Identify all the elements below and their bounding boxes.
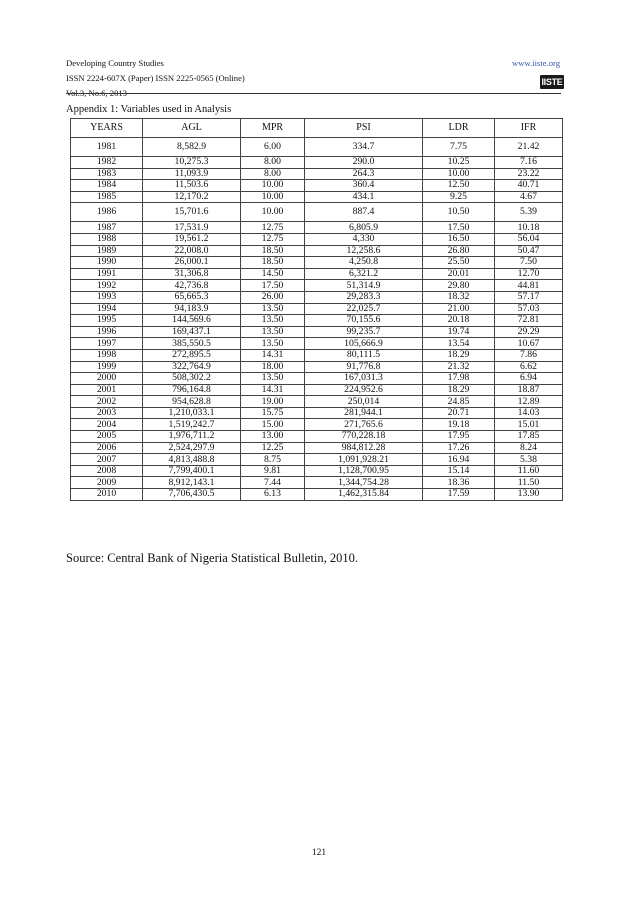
cell-psi: 167,031.3: [305, 373, 423, 385]
cell-years: 1995: [71, 315, 143, 327]
cell-psi: 99,235.7: [305, 326, 423, 338]
cell-psi: 70,155.6: [305, 315, 423, 327]
cell-years: 1985: [71, 191, 143, 203]
cell-psi: 51,314.9: [305, 280, 423, 292]
cell-psi: 271,765.6: [305, 419, 423, 431]
cell-ldr: 19.74: [423, 326, 495, 338]
cell-mpr: 7.44: [241, 477, 305, 489]
cell-agl: 22,008.0: [143, 245, 241, 257]
cell-agl: 11,093.9: [143, 168, 241, 180]
cell-ldr: 26.80: [423, 245, 495, 257]
cell-ifr: 6.94: [495, 373, 563, 385]
cell-years: 2006: [71, 442, 143, 454]
cell-ldr: 10.25: [423, 157, 495, 169]
cell-mpr: 8.75: [241, 454, 305, 466]
cell-ifr: 11.60: [495, 465, 563, 477]
table-header-row: [71, 119, 563, 138]
variables-table: [70, 118, 563, 501]
cell-psi: 434.1: [305, 191, 423, 203]
cell-mpr: 15.75: [241, 407, 305, 419]
cell-ldr: 17.95: [423, 431, 495, 443]
cell-years: 2001: [71, 384, 143, 396]
cell-ifr: 5.38: [495, 454, 563, 466]
cell-mpr: 12.25: [241, 442, 305, 454]
cell-mpr: 8.00: [241, 168, 305, 180]
cell-years: 1996: [71, 326, 143, 338]
cell-ifr: 56.04: [495, 233, 563, 245]
cell-ifr: 18.87: [495, 384, 563, 396]
cell-mpr: 17.50: [241, 280, 305, 292]
cell-mpr: 14.31: [241, 349, 305, 361]
table-row: [71, 268, 563, 280]
journal-name: Developing Country Studies: [66, 58, 164, 68]
cell-years: 2009: [71, 477, 143, 489]
cell-ldr: 9.25: [423, 191, 495, 203]
cell-agl: 385,550.5: [143, 338, 241, 350]
cell-years: 1983: [71, 168, 143, 180]
cell-agl: 10,275.3: [143, 157, 241, 169]
cell-ifr: 29.29: [495, 326, 563, 338]
cell-psi: 6,805.9: [305, 222, 423, 234]
cell-mpr: 10.00: [241, 203, 305, 222]
cell-psi: 770,228.18: [305, 431, 423, 443]
header-divider: [66, 93, 561, 94]
column-header-mpr: MPR: [241, 119, 305, 138]
cell-ldr: 19.18: [423, 419, 495, 431]
issn-line: ISSN 2224-607X (Paper) ISSN 2225-0565 (Online): [66, 73, 245, 83]
cell-psi: 80,111.5: [305, 349, 423, 361]
cell-psi: 105,666.9: [305, 338, 423, 350]
cell-psi: 4,250.8: [305, 257, 423, 269]
cell-psi: 1,462,315.84: [305, 489, 423, 501]
table-row: [71, 180, 563, 192]
cell-mpr: 12.75: [241, 222, 305, 234]
table-row: [71, 454, 563, 466]
cell-psi: 1,091,928.21: [305, 454, 423, 466]
cell-mpr: 10.00: [241, 180, 305, 192]
cell-ldr: 10.50: [423, 203, 495, 222]
cell-ldr: 20.71: [423, 407, 495, 419]
table-row: [71, 349, 563, 361]
cell-ifr: 4.67: [495, 191, 563, 203]
table-row: [71, 361, 563, 373]
table-row: [71, 138, 563, 157]
column-header-ldr: LDR: [423, 119, 495, 138]
cell-agl: 31,306.8: [143, 268, 241, 280]
cell-ifr: 11.50: [495, 477, 563, 489]
cell-psi: 4,330: [305, 233, 423, 245]
table-row: [71, 280, 563, 292]
cell-agl: 7,799,400.1: [143, 465, 241, 477]
cell-psi: 264.3: [305, 168, 423, 180]
cell-agl: 169,437.1: [143, 326, 241, 338]
table-row: [71, 407, 563, 419]
cell-mpr: 13.50: [241, 326, 305, 338]
cell-agl: 954,628.8: [143, 396, 241, 408]
cell-ldr: 10.00: [423, 168, 495, 180]
cell-mpr: 10.00: [241, 191, 305, 203]
cell-years: 1986: [71, 203, 143, 222]
table-row: [71, 168, 563, 180]
table-row: [71, 384, 563, 396]
cell-ldr: 25.50: [423, 257, 495, 269]
cell-ldr: 21.00: [423, 303, 495, 315]
cell-agl: 272,895.5: [143, 349, 241, 361]
table-row: [71, 465, 563, 477]
cell-mpr: 14.50: [241, 268, 305, 280]
cell-ldr: 18.32: [423, 291, 495, 303]
table-row: [71, 157, 563, 169]
cell-mpr: 6.13: [241, 489, 305, 501]
table-row: [71, 191, 563, 203]
table-body: [71, 138, 563, 501]
cell-ifr: 57.17: [495, 291, 563, 303]
page-header: [66, 56, 566, 101]
cell-ifr: 17.85: [495, 431, 563, 443]
column-header-psi: PSI: [305, 119, 423, 138]
cell-mpr: 13.50: [241, 373, 305, 385]
cell-years: 1990: [71, 257, 143, 269]
cell-years: 1998: [71, 349, 143, 361]
cell-mpr: 13.50: [241, 315, 305, 327]
cell-agl: 322,764.9: [143, 361, 241, 373]
column-header-ifr: IFR: [495, 119, 563, 138]
cell-psi: 1,128,700.95: [305, 465, 423, 477]
cell-ldr: 16.50: [423, 233, 495, 245]
volume-line: Vol.3, No.6, 2013: [66, 88, 127, 98]
cell-mpr: 13.00: [241, 431, 305, 443]
cell-ifr: 10.67: [495, 338, 563, 350]
cell-ldr: 29.80: [423, 280, 495, 292]
cell-ifr: 13.90: [495, 489, 563, 501]
cell-ifr: 8.24: [495, 442, 563, 454]
column-header-years: YEARS: [71, 119, 143, 138]
cell-years: 2004: [71, 419, 143, 431]
cell-agl: 144,569.6: [143, 315, 241, 327]
cell-ldr: 18.29: [423, 349, 495, 361]
cell-ifr: 10.18: [495, 222, 563, 234]
cell-ifr: 7.16: [495, 157, 563, 169]
cell-psi: 250,014: [305, 396, 423, 408]
cell-ldr: 18.29: [423, 384, 495, 396]
cell-psi: 22,025.7: [305, 303, 423, 315]
cell-psi: 1,344,754.28: [305, 477, 423, 489]
journal-url-link[interactable]: www.iiste.org: [512, 58, 560, 68]
cell-ifr: 50.47: [495, 245, 563, 257]
cell-ifr: 12.89: [495, 396, 563, 408]
table-row: [71, 303, 563, 315]
cell-agl: 1,519,242.7: [143, 419, 241, 431]
cell-agl: 1,210,033.1: [143, 407, 241, 419]
cell-ldr: 15.14: [423, 465, 495, 477]
cell-years: 1991: [71, 268, 143, 280]
cell-psi: 334.7: [305, 138, 423, 157]
cell-years: 2000: [71, 373, 143, 385]
cell-years: 1982: [71, 157, 143, 169]
cell-years: 2002: [71, 396, 143, 408]
cell-mpr: 15.00: [241, 419, 305, 431]
column-header-agl: AGL: [143, 119, 241, 138]
cell-agl: 12,170.2: [143, 191, 241, 203]
cell-mpr: 19.00: [241, 396, 305, 408]
cell-ldr: 18.36: [423, 477, 495, 489]
table-row: [71, 233, 563, 245]
table-row: [71, 338, 563, 350]
cell-years: 2005: [71, 431, 143, 443]
cell-agl: 94,183.9: [143, 303, 241, 315]
cell-psi: 887.4: [305, 203, 423, 222]
cell-mpr: 13.50: [241, 338, 305, 350]
table-row: [71, 291, 563, 303]
cell-psi: 12,258.6: [305, 245, 423, 257]
cell-mpr: 13.50: [241, 303, 305, 315]
cell-ifr: 12.70: [495, 268, 563, 280]
cell-mpr: 14.31: [241, 384, 305, 396]
table-row: [71, 257, 563, 269]
cell-years: 1999: [71, 361, 143, 373]
cell-agl: 19,561.2: [143, 233, 241, 245]
cell-psi: 984,812.28: [305, 442, 423, 454]
cell-mpr: 12.75: [241, 233, 305, 245]
cell-years: 1992: [71, 280, 143, 292]
cell-years: 1987: [71, 222, 143, 234]
cell-ldr: 13.54: [423, 338, 495, 350]
cell-agl: 17,531.9: [143, 222, 241, 234]
cell-ifr: 40.71: [495, 180, 563, 192]
cell-agl: 1,976,711.2: [143, 431, 241, 443]
table-row: [71, 419, 563, 431]
cell-ldr: 16.94: [423, 454, 495, 466]
cell-years: 2010: [71, 489, 143, 501]
cell-years: 1997: [71, 338, 143, 350]
cell-agl: 2,524,297.9: [143, 442, 241, 454]
cell-ldr: 20.01: [423, 268, 495, 280]
cell-ifr: 15.01: [495, 419, 563, 431]
cell-mpr: 26.00: [241, 291, 305, 303]
table-row: [71, 431, 563, 443]
cell-years: 1994: [71, 303, 143, 315]
cell-ldr: 17.26: [423, 442, 495, 454]
cell-psi: 290.0: [305, 157, 423, 169]
cell-ifr: 7.50: [495, 257, 563, 269]
cell-psi: 281,944.1: [305, 407, 423, 419]
cell-ldr: 7.75: [423, 138, 495, 157]
cell-psi: 224,952.6: [305, 384, 423, 396]
cell-years: 1981: [71, 138, 143, 157]
cell-psi: 360.4: [305, 180, 423, 192]
cell-agl: 796,164.8: [143, 384, 241, 396]
table-row: [71, 442, 563, 454]
cell-years: 2008: [71, 465, 143, 477]
cell-years: 1989: [71, 245, 143, 257]
cell-mpr: 18.00: [241, 361, 305, 373]
iiste-logo-icon: IISTE: [541, 77, 563, 87]
cell-ifr: 57.03: [495, 303, 563, 315]
cell-mpr: 18.50: [241, 257, 305, 269]
cell-ifr: 14.03: [495, 407, 563, 419]
cell-agl: 42,736.8: [143, 280, 241, 292]
table-row: [71, 477, 563, 489]
cell-ldr: 17.50: [423, 222, 495, 234]
cell-agl: 508,302.2: [143, 373, 241, 385]
cell-years: 1984: [71, 180, 143, 192]
cell-mpr: 9.81: [241, 465, 305, 477]
table-caption: Appendix 1: Variables used in Analysis: [66, 104, 232, 115]
cell-ldr: 17.98: [423, 373, 495, 385]
cell-ifr: 44.81: [495, 280, 563, 292]
cell-agl: 15,701.6: [143, 203, 241, 222]
table-row: [71, 203, 563, 222]
table-row: [71, 222, 563, 234]
cell-ifr: 23.22: [495, 168, 563, 180]
cell-psi: 6,321.2: [305, 268, 423, 280]
cell-agl: 26,000.1: [143, 257, 241, 269]
cell-psi: 29,283.3: [305, 291, 423, 303]
cell-mpr: 18.50: [241, 245, 305, 257]
cell-ifr: 21.42: [495, 138, 563, 157]
cell-ifr: 72.81: [495, 315, 563, 327]
cell-agl: 65,665.3: [143, 291, 241, 303]
cell-years: 1988: [71, 233, 143, 245]
cell-ldr: 24.85: [423, 396, 495, 408]
table-row: [71, 245, 563, 257]
cell-mpr: 6.00: [241, 138, 305, 157]
cell-agl: 8,582.9: [143, 138, 241, 157]
cell-ldr: 12.50: [423, 180, 495, 192]
cell-psi: 91,776.8: [305, 361, 423, 373]
table-row: [71, 396, 563, 408]
cell-agl: 7,706,430.5: [143, 489, 241, 501]
cell-years: 1993: [71, 291, 143, 303]
cell-agl: 8,912,143.1: [143, 477, 241, 489]
source-note: Source: Central Bank of Nigeria Statistical Bulletin, 2010.: [66, 551, 358, 565]
table-row: [71, 315, 563, 327]
cell-ldr: 20.18: [423, 315, 495, 327]
table-row: [71, 373, 563, 385]
cell-agl: 4,813,488.8: [143, 454, 241, 466]
page-number: 121: [311, 848, 327, 858]
cell-agl: 11,503.6: [143, 180, 241, 192]
cell-mpr: 8.00: [241, 157, 305, 169]
cell-ldr: 21.32: [423, 361, 495, 373]
cell-ldr: 17.59: [423, 489, 495, 501]
table-row: [71, 326, 563, 338]
cell-years: 2003: [71, 407, 143, 419]
cell-ifr: 6.62: [495, 361, 563, 373]
cell-years: 2007: [71, 454, 143, 466]
cell-ifr: 7.86: [495, 349, 563, 361]
table-row: [71, 489, 563, 501]
cell-ifr: 5.39: [495, 203, 563, 222]
